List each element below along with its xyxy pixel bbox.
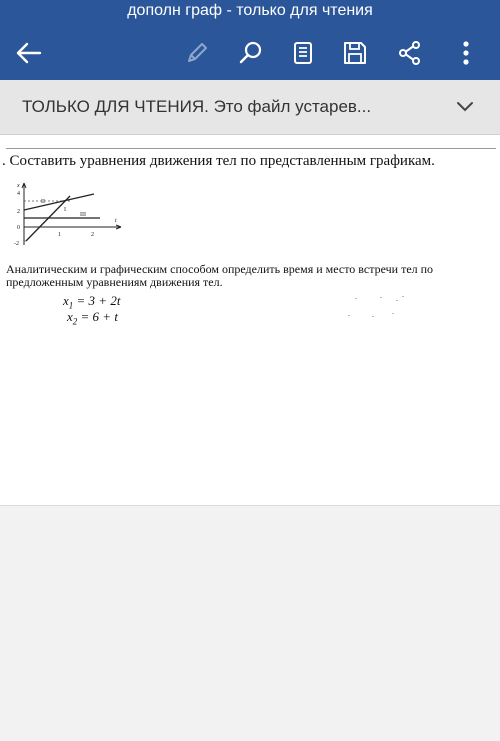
scan-speck: [402, 296, 404, 297]
x-tick: 1: [58, 232, 61, 238]
divider: [6, 148, 496, 149]
equation-2-var: x: [67, 309, 73, 324]
line-label-i: I: [64, 207, 66, 213]
equation-1-var: x: [63, 293, 69, 308]
chevron-down-icon[interactable]: [455, 96, 475, 116]
y-tick: 2: [17, 209, 20, 215]
app-toolbar: [0, 0, 500, 80]
line-label-iii: III: [80, 212, 86, 218]
reading-view-icon[interactable]: [288, 38, 318, 68]
save-icon[interactable]: [340, 38, 370, 68]
scan-speck: [372, 316, 374, 317]
more-vertical-icon[interactable]: [451, 38, 481, 68]
back-arrow-icon[interactable]: [14, 38, 44, 68]
scan-speck: [380, 297, 382, 298]
scan-speck: [355, 298, 357, 299]
read-only-banner[interactable]: [0, 80, 500, 135]
equation-1: [63, 293, 120, 311]
y-tick: -2: [14, 241, 19, 247]
axis-y-label: x: [17, 183, 20, 189]
scan-speck: [392, 313, 394, 314]
equation-2-rhs: = 6 + t: [77, 309, 118, 324]
axis-x-label: t: [115, 218, 117, 224]
document-title: дополн граф - только для чтения: [127, 2, 373, 19]
equation-2-sub: 2: [72, 316, 78, 327]
y-tick: 4: [17, 191, 20, 197]
equation-2: [67, 309, 118, 327]
y-tick: 0: [17, 225, 20, 231]
share-icon[interactable]: [395, 38, 425, 68]
x-tick: 2: [91, 232, 94, 238]
motion-graph: [8, 181, 128, 247]
scan-speck: [348, 315, 350, 316]
edit-pencil-icon[interactable]: [182, 38, 212, 68]
read-only-banner-text: ТОЛЬКО ДЛЯ ЧТЕНИЯ. Это файл устарев...: [22, 97, 372, 116]
equation-1-rhs: = 3 + 2t: [73, 293, 121, 308]
document-page: [0, 135, 500, 506]
task-heading: . Составить уравнения движения тел по представленным графикам.: [2, 153, 435, 169]
scan-speck: [396, 300, 398, 301]
equation-1-sub: 1: [68, 300, 74, 311]
task-paragraph: Аналитическим и графическим способом определить время и место встречи тел по предложенным уравнениям движения тел.: [6, 262, 434, 289]
search-icon[interactable]: [236, 38, 266, 68]
line-label-ii: II: [41, 199, 45, 205]
